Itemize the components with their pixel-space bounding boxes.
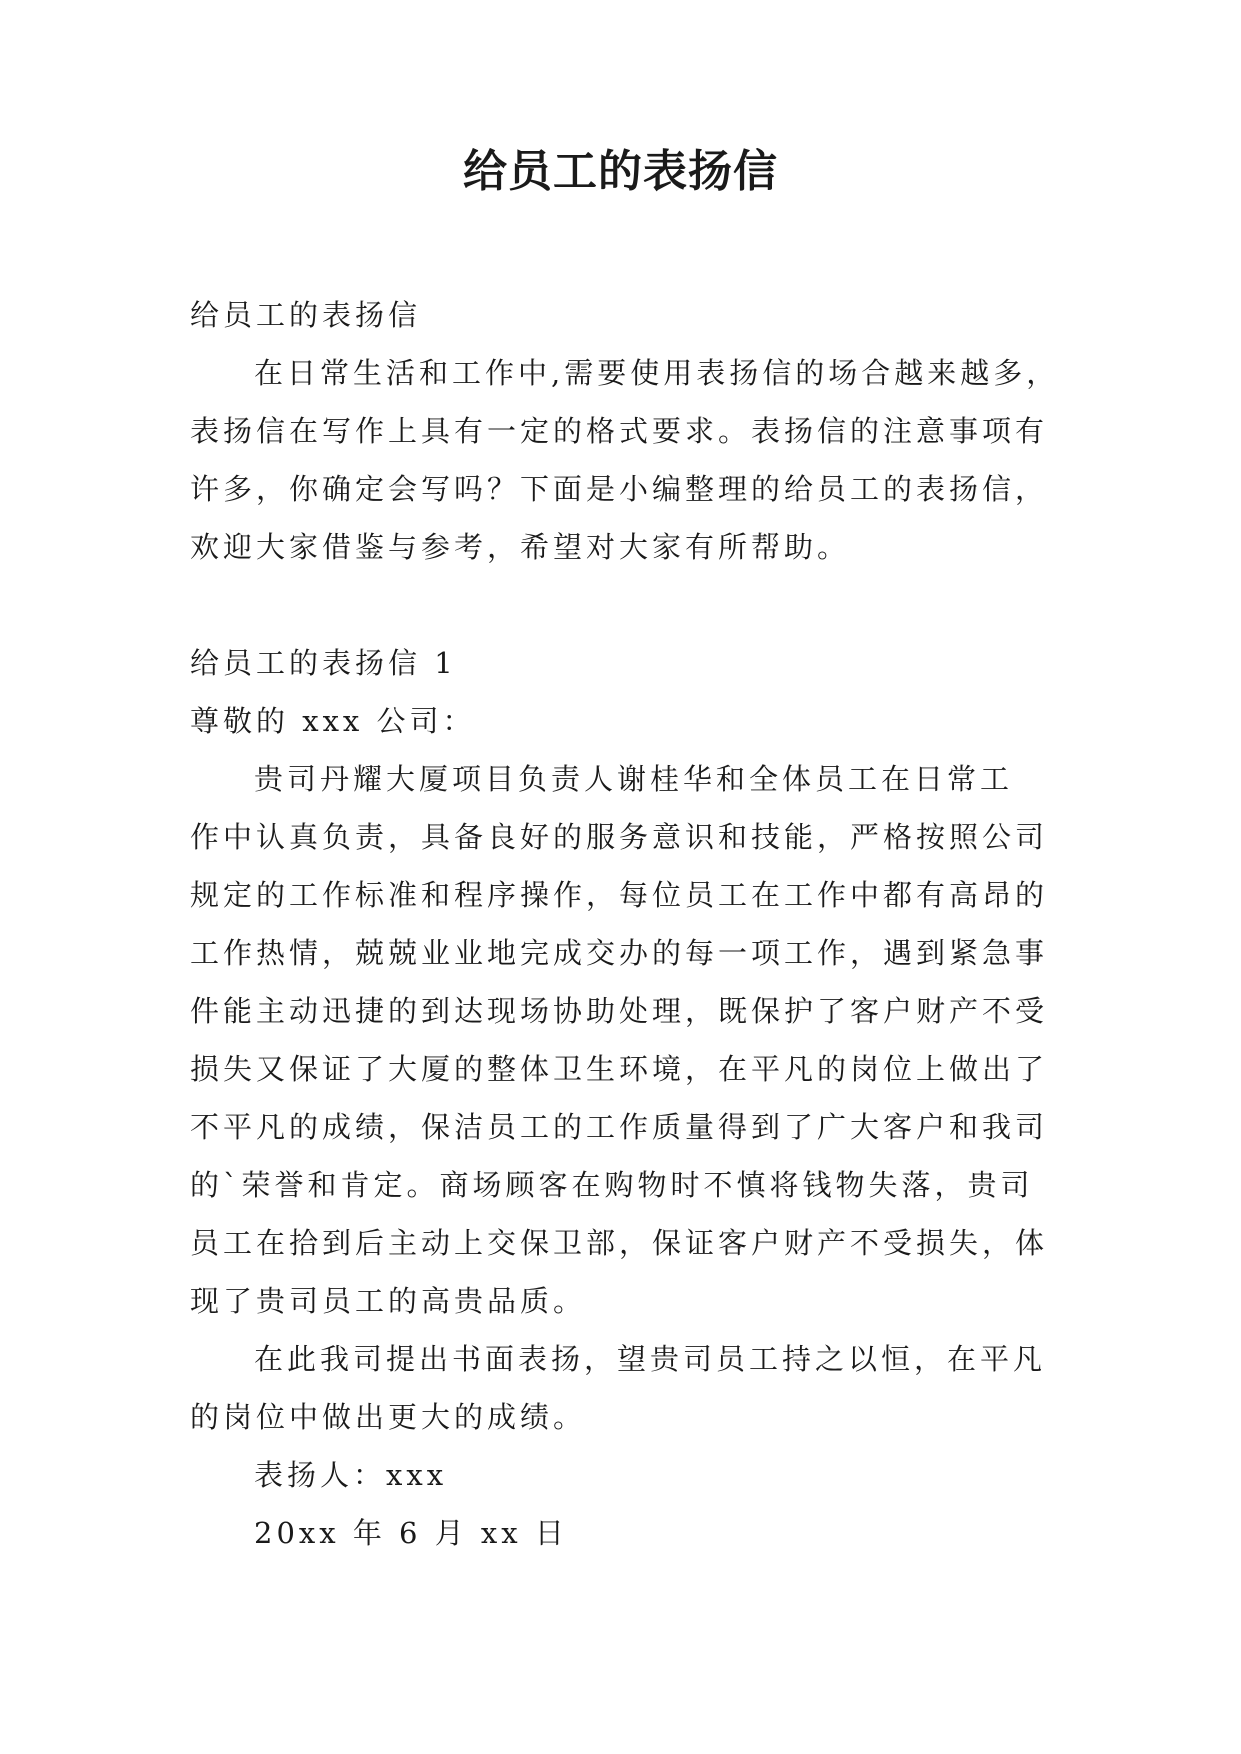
closing-paragraph xyxy=(190,1330,1065,1446)
body-line: 贵司丹耀大厦项目负责人谢桂华和全体员工在日常工 xyxy=(254,762,1014,796)
closing-line: 在此我司提出书面表扬，望贵司员工持之以恒，在平凡 xyxy=(254,1342,1047,1376)
body-line: 不平凡的成绩，保洁员工的工作质量得到了广大客户和我司 xyxy=(190,1110,1049,1144)
paragraph-gap xyxy=(190,576,1065,634)
intro-paragraph xyxy=(190,344,1065,576)
section-heading: 给员工的表扬信 1 xyxy=(190,646,457,680)
intro-line: 在日常生活和工作中,需要使用表扬信的场合越来越多， xyxy=(254,356,1060,390)
body-line: 件能主动迅捷的到达现场协助处理，既保护了客户财产不受 xyxy=(190,994,1049,1028)
body-line: 员工在拾到后主动上交保卫部，保证客户财产不受损失，体 xyxy=(190,1226,1049,1260)
document-subtitle: 给员工的表扬信 xyxy=(190,298,422,332)
intro-line: 许多，你确定会写吗？下面是小编整理的给员工的表扬信， xyxy=(190,472,1049,506)
salutation: 尊敬的 xxx 公司： xyxy=(190,704,476,738)
body-line: 规定的工作标准和程序操作，每位员工在工作中都有高昂的 xyxy=(190,878,1049,912)
body-line: 的`荣誉和肯定。商场顾客在购物时不慎将钱物失落，贵司 xyxy=(190,1168,1034,1202)
body-line: 工作热情，兢兢业业地完成交办的每一项工作，遇到紧急事 xyxy=(190,936,1049,970)
document-body xyxy=(190,286,1065,1562)
document-title: 给员工的表扬信 xyxy=(463,146,778,197)
body-paragraph xyxy=(190,750,1065,1330)
signer: 表扬人：xxx xyxy=(254,1458,448,1492)
date: 20xx 年 6 月 xx 日 xyxy=(254,1516,568,1550)
intro-line: 表扬信在写作上具有一定的格式要求。表扬信的注意事项有 xyxy=(190,414,1049,448)
body-line: 作中认真负责，具备良好的服务意识和技能，严格按照公司 xyxy=(190,820,1049,854)
intro-line: 欢迎大家借鉴与参考，希望对大家有所帮助。 xyxy=(190,530,851,564)
closing-line: 的岗位中做出更大的成绩。 xyxy=(190,1400,587,1434)
body-line: 现了贵司员工的高贵品质。 xyxy=(190,1284,587,1318)
body-line: 损失又保证了大厦的整体卫生环境，在平凡的岗位上做出了 xyxy=(190,1052,1049,1086)
